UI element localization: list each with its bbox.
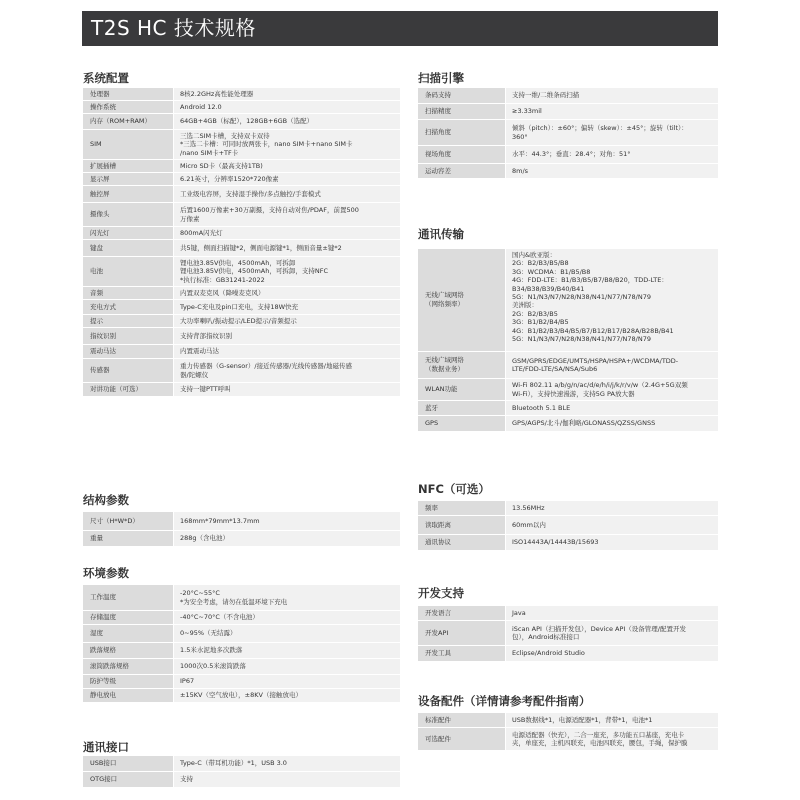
spec-row	[418, 146, 718, 164]
spec-key: 尺寸（H*W*D）	[83, 512, 173, 530]
section-title: 开发支持	[418, 586, 464, 600]
spec-value: 800mA闪光灯	[174, 227, 400, 239]
spec-row	[83, 173, 400, 186]
spec-key: 扩展插槽	[83, 160, 173, 172]
spec-row	[418, 646, 718, 662]
spec-row	[83, 512, 400, 531]
spec-value: 共5键，侧面扫描键*2，侧面电源键*1，侧面音量±键*2	[174, 240, 400, 256]
spec-row	[418, 88, 718, 104]
spec-value: 64GB+4GB（标配），128GB+6GB（选配）	[174, 114, 400, 129]
spec-value: 168mm*79mm*13.7mm	[174, 512, 400, 530]
spec-row	[418, 728, 718, 751]
spec-value: 重力传感器（G-sensor）/接近传感器/光线传感器/地磁传感 器/陀螺仪	[174, 359, 400, 382]
spec-row	[418, 401, 718, 416]
spec-value: 倾斜（pitch）：±60°；偏转（skew）：±45°；旋转（tilt）： 360°	[506, 120, 718, 145]
spec-key: SIM	[83, 130, 173, 159]
spec-row	[83, 160, 400, 173]
spec-value: 60mm以内	[506, 516, 718, 534]
section-title: NFC（可选）	[418, 482, 490, 496]
spec-row	[83, 359, 400, 383]
spec-key: USB接口	[83, 756, 173, 771]
spec-key: OTG接口	[83, 772, 173, 787]
section-title: 扫描引擎	[418, 71, 464, 85]
spec-key: 读取距离	[418, 516, 505, 534]
spec-key: 通讯协议	[418, 535, 505, 550]
spec-value: Android 12.0	[174, 101, 400, 113]
spec-key: 传感器	[83, 359, 173, 382]
spec-key: 音频	[83, 287, 173, 299]
spec-row	[418, 416, 718, 432]
spec-value: 8m/s	[506, 164, 718, 178]
page-title: T2S HC 技术规格	[91, 16, 256, 40]
spec-row	[83, 756, 400, 772]
spec-value: Wi-Fi 802.11 a/b/g/n/ac/d/e/h/i/j/k/r/v/w（2.4G+5G双频 Wi-Fi），支持快速漫游，支持5G PA放大器	[506, 379, 718, 400]
spec-row	[83, 659, 400, 675]
spec-key: 开发API	[418, 621, 505, 645]
spec-key: 摄像头	[83, 203, 173, 226]
spec-key: 触控屏	[83, 186, 173, 202]
spec-key: 滚筒跌落规格	[83, 659, 173, 674]
spec-value: 支持	[174, 772, 400, 787]
spec-value: ≥3.33mil	[506, 104, 718, 119]
spec-key: 条码支持	[418, 88, 505, 103]
spec-key: 扫描精度	[418, 104, 505, 119]
spec-row	[83, 203, 400, 227]
spec-value: GSM/GPRS/EDGE/UMTS/HSPA/HSPA+/WCDMA/TDD- LTE/FDD-LTE/SA/NSA/Sub6	[506, 352, 718, 378]
spec-key: 指纹识别	[83, 328, 173, 344]
spec-key: 操作系统	[83, 101, 173, 113]
spec-value: Type-C充电及pin口充电，支持18W快充	[174, 300, 400, 314]
spec-key: 可选配件	[418, 728, 505, 750]
spec-row	[83, 257, 400, 287]
spec-value: 内置震动马达	[174, 345, 400, 358]
spec-key: 运动容差	[418, 164, 505, 178]
spec-value: Type-C（带耳机功能）*1，USB 3.0	[174, 756, 400, 771]
spec-value: 13.56MHz	[506, 501, 718, 515]
spec-value: 支持一键PTT呼叫	[174, 383, 400, 396]
spec-row	[83, 531, 400, 547]
spec-row	[83, 772, 400, 788]
spec-key: 扫描角度	[418, 120, 505, 145]
spec-row	[418, 249, 718, 352]
spec-value: USB数据线*1，电源适配器*1，背带*1，电池*1	[506, 713, 718, 727]
spec-row	[83, 675, 400, 689]
spec-key: 充电方式	[83, 300, 173, 314]
section-title: 环境参数	[83, 566, 129, 580]
spec-value: Micro SD卡（最高支持1TB)	[174, 160, 400, 172]
spec-row	[418, 501, 718, 516]
spec-row	[418, 379, 718, 401]
spec-row	[83, 240, 400, 257]
spec-row	[418, 535, 718, 551]
spec-value: 6.21英寸，分辨率1520*720像素	[174, 173, 400, 185]
spec-row	[83, 643, 400, 659]
spec-row	[83, 345, 400, 359]
section-title: 系统配置	[83, 71, 129, 85]
section-title: 通讯接口	[83, 740, 129, 754]
spec-key: 蓝牙	[418, 401, 505, 415]
spec-key: 无线广域网络 （网络频率）	[418, 249, 505, 351]
spec-value: IP67	[174, 675, 400, 688]
spec-value: Eclipse/Android Studio	[506, 646, 718, 661]
spec-key: 存储温度	[83, 611, 173, 624]
spec-row	[83, 227, 400, 240]
spec-row	[83, 328, 400, 345]
spec-row	[418, 120, 718, 146]
spec-row	[83, 300, 400, 315]
title-banner	[82, 11, 718, 46]
spec-key: 处理器	[83, 88, 173, 100]
spec-row	[418, 621, 718, 646]
spec-key: 标准配件	[418, 713, 505, 727]
spec-value: 后置1600万像素+30万副摄，支持自动对焦/PDAF，前置500 万像素	[174, 203, 400, 226]
spec-key: 跌落规格	[83, 643, 173, 658]
spec-key: 显示屏	[83, 173, 173, 185]
spec-value: Bluetooth 5.1 BLE	[506, 401, 718, 415]
spec-key: 对讲功能（可选）	[83, 383, 173, 396]
spec-row	[418, 352, 718, 379]
spec-row	[418, 104, 718, 120]
spec-value: Java	[506, 606, 718, 620]
spec-row	[83, 186, 400, 203]
spec-row	[83, 585, 400, 611]
spec-value: 8核2.2GHz高性能处理器	[174, 88, 400, 100]
spec-key: 内存（ROM+RAM）	[83, 114, 173, 129]
spec-value: 三选二SIM卡槽，支持双卡双待 *三选二卡槽：可同时放两张卡，nano SIM卡+nano SIM卡 /nano SIM卡+TF卡	[174, 130, 400, 159]
spec-value: iScan API（扫描开发包），Device API（设备管理/配置开发 包），Android标准接口	[506, 621, 718, 645]
spec-row	[418, 516, 718, 535]
spec-value: 支持一维/二维条码扫描	[506, 88, 718, 103]
spec-value: 支持背部指纹识别	[174, 328, 400, 344]
spec-value: 288g（含电池）	[174, 531, 400, 546]
spec-key: GPS	[418, 416, 505, 431]
spec-row	[83, 625, 400, 643]
spec-key: 频率	[418, 501, 505, 515]
spec-value: GPS/AGPS/北斗/伽利略/GLONASS/QZSS/GNSS	[506, 416, 718, 431]
spec-key: 重量	[83, 531, 173, 546]
spec-value: 0~95%（无结露）	[174, 625, 400, 642]
spec-row	[83, 689, 400, 703]
spec-value: ISO14443A/14443B/15693	[506, 535, 718, 550]
spec-key: 键盘	[83, 240, 173, 256]
spec-value: 国内&欧亚版： 2G：B2/B3/B5/B8 3G：WCDMA：B1/B5/B8 4G：FDD-LTE：B1/B3/B5/B7/B8/B20，TDD-LTE： B34/B38/B39/B40/B41 5G：N1/N3/N7/N28/N38/N41/N77/N78/N79 美洲版： 2G：B2/B3/B5 3G：B1/B2/B4/B5 4G：B1/B2/B3/B4/B5/B7/B12/B17/B28A/B28B/B41 5G：N1/N3/N7/N28/N38/N41/N77/N78/N79	[506, 249, 718, 351]
spec-row	[418, 164, 718, 179]
spec-key: 震动马达	[83, 345, 173, 358]
spec-value: 内置双麦克风（降噪麦克风）	[174, 287, 400, 299]
spec-key: 工作温度	[83, 585, 173, 610]
spec-key: 湿度	[83, 625, 173, 642]
spec-key: 无线广域网络 （数据业务）	[418, 352, 505, 378]
spec-key: WLAN功能	[418, 379, 505, 400]
spec-value: ±15KV（空气放电），±8KV（接触放电）	[174, 689, 400, 702]
spec-key: 开发语言	[418, 606, 505, 620]
spec-row	[83, 88, 400, 101]
spec-row	[83, 383, 400, 397]
spec-key: 视场角度	[418, 146, 505, 163]
section-title: 通讯传输	[418, 227, 464, 241]
spec-value: -40°C~70°C（不含电池）	[174, 611, 400, 624]
spec-row	[83, 611, 400, 625]
spec-key: 提示	[83, 315, 173, 327]
spec-value: 1.5米水泥地多次跌落	[174, 643, 400, 658]
spec-row	[83, 315, 400, 328]
spec-value: 电源适配器（快充），二合一座充，多功能五口基座，充电卡 夹，单座充，主机四联充，电池四联充，腰包，手绳，保护膜	[506, 728, 718, 750]
spec-key: 闪光灯	[83, 227, 173, 239]
spec-value: 1000次0.5米滚筒跌落	[174, 659, 400, 674]
spec-value: 锂电池3.85V供电，4500mAh，可拆卸 锂电池3.85V供电，4500mAh，可拆卸，支持NFC *执行标准：GB31241-2022	[174, 257, 400, 286]
spec-key: 开发工具	[418, 646, 505, 661]
spec-key: 防护等级	[83, 675, 173, 688]
spec-value: 大功率喇叭/振动提示/LED提示/音频提示	[174, 315, 400, 327]
spec-row	[83, 287, 400, 300]
section-title: 结构参数	[83, 493, 129, 507]
section-title: 设备配件（详情请参考配件指南）	[418, 694, 591, 708]
spec-key: 电池	[83, 257, 173, 286]
spec-key: 静电放电	[83, 689, 173, 702]
spec-value: -20°C~55°C *为安全考虑，请勿在低温环境下充电	[174, 585, 400, 610]
spec-value: 工业级电容屏，支持湿手操作/多点触控/手套模式	[174, 186, 400, 202]
spec-row	[83, 130, 400, 160]
spec-row	[83, 114, 400, 130]
spec-value: 水平：44.3°；垂直：28.4°；对角：51°	[506, 146, 718, 163]
spec-row	[418, 713, 718, 728]
spec-row	[83, 101, 400, 114]
spec-row	[418, 606, 718, 621]
